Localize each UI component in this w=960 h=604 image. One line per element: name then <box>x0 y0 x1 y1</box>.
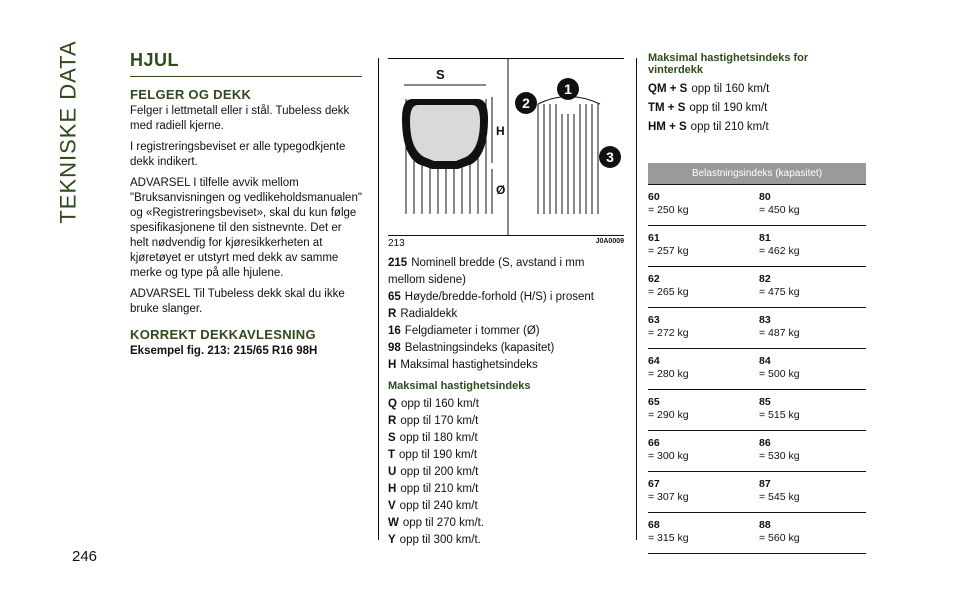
column-2 <box>388 58 624 549</box>
callout-1: 1 <box>564 81 572 97</box>
paragraph: ADVARSEL Til Tubeless dekk skal du ikke bruke slanger. <box>130 288 345 315</box>
figure-number: 213 <box>388 238 405 249</box>
section-heading: HJUL <box>130 50 362 77</box>
table-cell: 66 = 300 kg <box>648 431 757 472</box>
speed-item: Y opp til 300 km/t. <box>388 534 481 546</box>
speed-item: R opp til 170 km/t <box>388 415 479 427</box>
load-index-table-header: Belastningsindeks (kapasitet) <box>648 163 866 184</box>
table-cell: 65 = 290 kg <box>648 390 757 431</box>
figure-code: J0A0009 <box>595 238 624 245</box>
table-cell: 60 = 250 kg <box>648 185 757 226</box>
table-cell: 86 = 530 kg <box>757 431 866 472</box>
speed-item: W opp til 270 km/t. <box>388 517 485 529</box>
table-cell: 63 = 272 kg <box>648 308 757 349</box>
speed-item: Q opp til 160 km/t <box>388 398 479 410</box>
speed-item: T opp til 190 km/t <box>388 449 478 461</box>
label-h: H <box>496 124 505 138</box>
speed-item: V opp til 240 km/t <box>388 500 478 512</box>
table-cell: 85 = 515 kg <box>757 390 866 431</box>
column-3 <box>648 52 866 554</box>
load-index-table <box>648 184 866 554</box>
speed-item: H opp til 210 km/t <box>388 483 479 495</box>
subheading-rims-tyres: FELGER OG DEKK <box>130 87 252 102</box>
tyre-diagram <box>388 59 624 235</box>
label-diameter: Ø <box>496 183 506 197</box>
definition-item: 98 Belastningsindeks (kapasitet) <box>388 342 555 354</box>
table-cell: 67 = 307 kg <box>648 472 757 513</box>
winter-speed-item: TM + S opp til 190 km/t <box>648 102 768 114</box>
paragraph: Felger i lettmetall eller i stål. Tubeless dekk med radiell kjerne. <box>130 105 350 132</box>
table-cell: 88 = 560 kg <box>757 513 866 554</box>
table-cell: 83 = 487 kg <box>757 308 866 349</box>
callout-3: 3 <box>606 149 614 165</box>
paragraph: ADVARSEL I tilfelle avvik mellom "Bruksanvisningen og vedlikeholdsmanualen" og «Registreringsbeviset», skal du kun følge spesifikasjonene til den sistnevnte. Det er helt nødvendig for kjøresikkerheten at kjøretøyet er utstyrt med dekk av samme merke og type på alle hjulene. <box>130 177 362 279</box>
speed-index-list <box>388 396 624 549</box>
callout-2: 2 <box>522 95 530 111</box>
side-title-text: TEKNISKE DATA <box>56 40 82 224</box>
example-line: Eksempel fig. 213: 215/65 R16 98H <box>130 345 318 357</box>
winter-speed-list <box>648 80 866 137</box>
table-cell: 81 = 462 kg <box>757 226 866 267</box>
table-cell: 80 = 450 kg <box>757 185 866 226</box>
winter-speed-item: HM + S opp til 210 km/t <box>648 121 769 133</box>
speed-index-heading: Maksimal hastighetsindeks <box>388 380 531 392</box>
table-cell: 62 = 265 kg <box>648 267 757 308</box>
tyre-figure <box>388 58 624 236</box>
winter-speed-item: QM + S opp til 160 km/t <box>648 83 770 95</box>
page-number: 246 <box>72 548 98 565</box>
definition-item: 215 Nominell bredde (S, avstand i mm mellom sidene) <box>388 257 585 286</box>
definition-item: H Maksimal hastighetsindeks <box>388 359 538 371</box>
table-cell: 84 = 500 kg <box>757 349 866 390</box>
paragraph: I registreringsbeviset er alle typegodkjente dekk indikert. <box>130 141 346 168</box>
speed-item: U opp til 200 km/t <box>388 466 479 478</box>
table-cell: 87 = 545 kg <box>757 472 866 513</box>
subheading-correct-reading: KORREKT DEKKAVLESNING <box>130 327 316 342</box>
table-cell: 82 = 475 kg <box>757 267 866 308</box>
table-cell: 68 = 315 kg <box>648 513 757 554</box>
side-section-title <box>38 42 100 222</box>
figure-caption <box>388 238 624 249</box>
speed-item: S opp til 180 km/t <box>388 432 478 444</box>
definition-item: R Radialdekk <box>388 308 458 320</box>
winter-speed-heading: Maksimal hastighetsindeks for vinterdekk <box>648 52 809 76</box>
definition-list <box>388 255 624 374</box>
definition-item: 65 Høyde/bredde-forhold (H/S) i prosent <box>388 291 594 303</box>
definition-item: 16 Felgdiameter i tommer (Ø) <box>388 325 540 337</box>
table-cell: 64 = 280 kg <box>648 349 757 390</box>
column-1 <box>130 50 362 365</box>
label-s: S <box>436 67 445 82</box>
table-cell: 61 = 257 kg <box>648 226 757 267</box>
column-divider-1 <box>378 58 379 540</box>
column-divider-2 <box>636 58 637 540</box>
